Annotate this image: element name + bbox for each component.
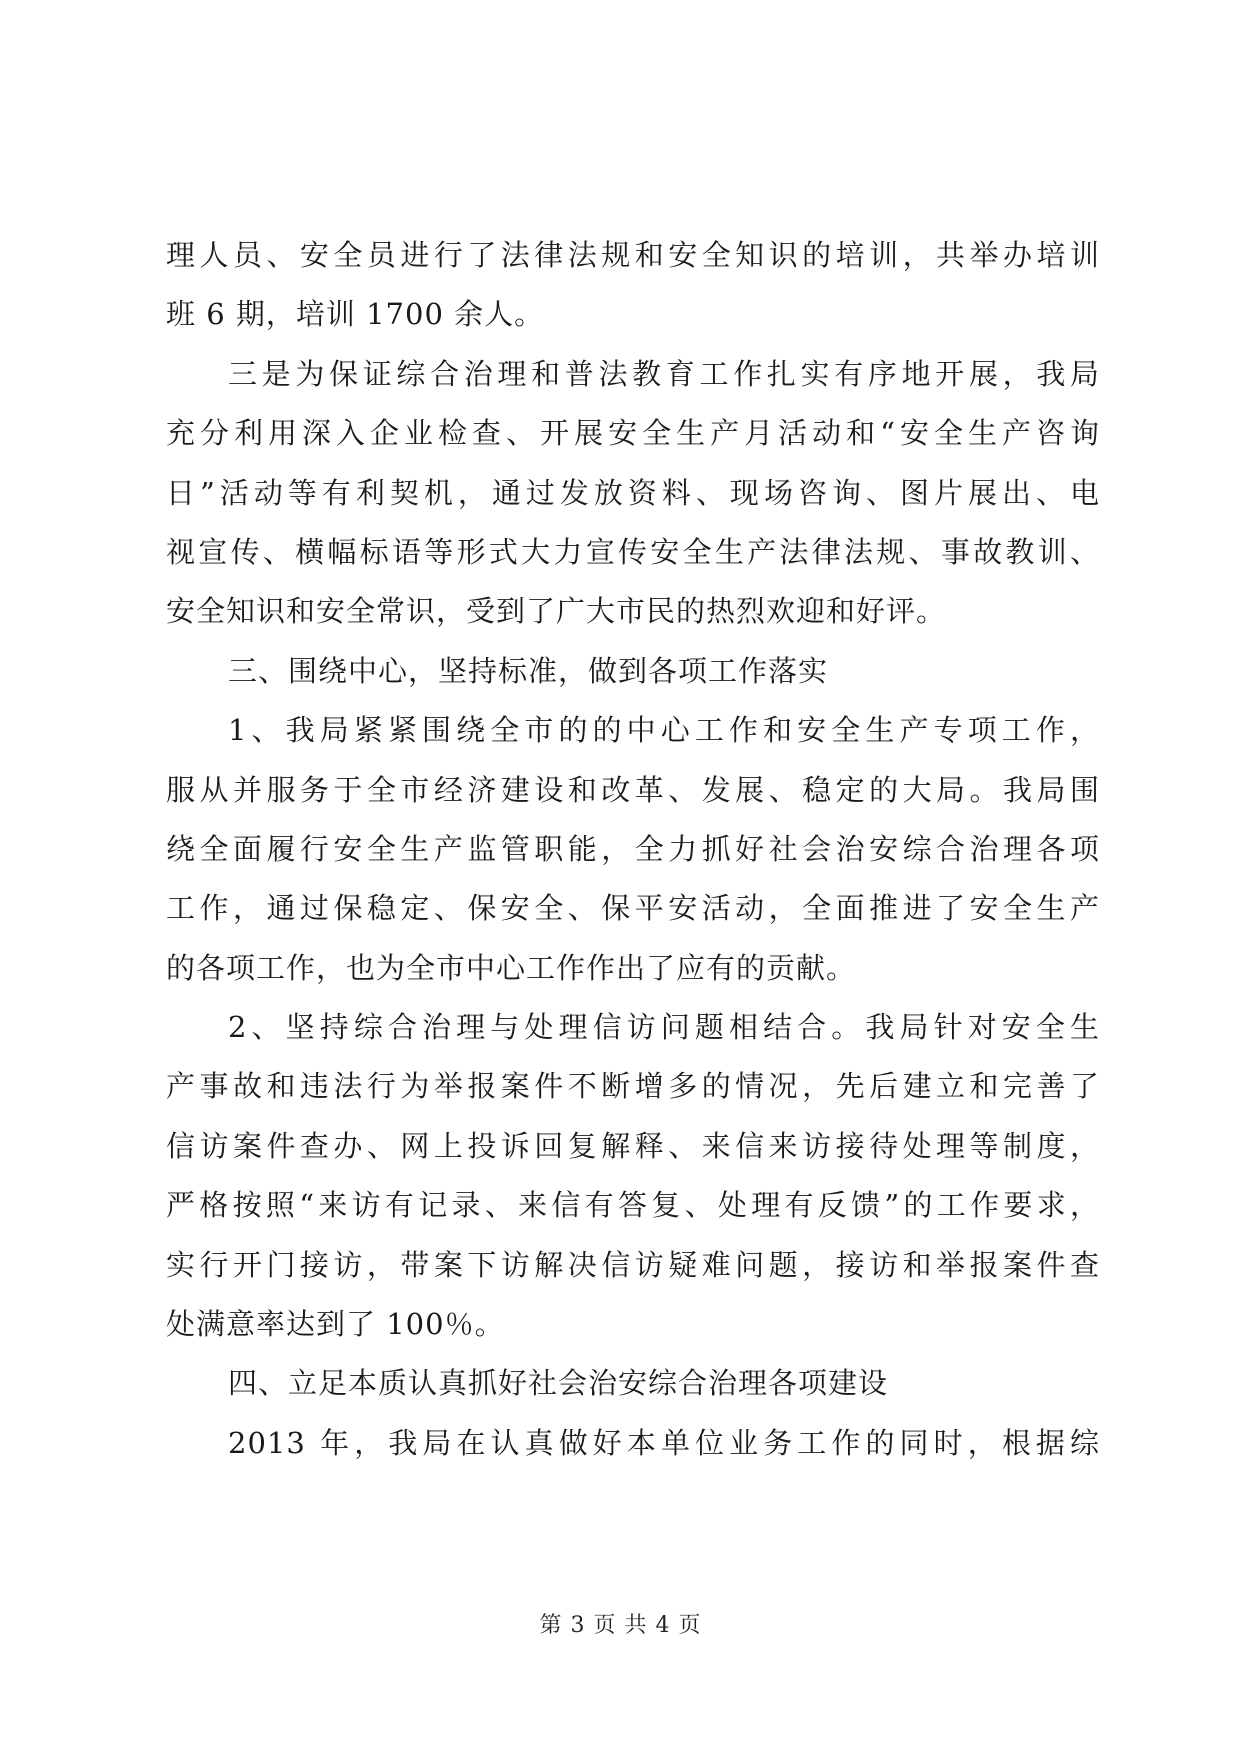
text-line-4: 充分利用深入企业检查、开展安全生产月活动和“安全生产咨询 bbox=[166, 416, 1100, 451]
text-line-19: 处满意率达到了 100％。 bbox=[166, 1307, 505, 1342]
text-line-2: 班 6 期，培训 1700 余人。 bbox=[166, 297, 545, 332]
page-number-footer: 第 3 页 共 4 页 bbox=[539, 1613, 702, 1638]
text-line-13: 的各项工作，也为全市中心工作作出了应有的贡献。 bbox=[166, 950, 857, 985]
text-line-14: 2、坚持综合治理与处理信访问题相结合。我局针对安全生 bbox=[228, 1010, 1100, 1045]
text-line-17: 严格按照“来访有记录、来信有答复、处理有反馈”的工作要求， bbox=[166, 1188, 1100, 1223]
text-line-21: 2013 年，我局在认真做好本单位业务工作的同时，根据综 bbox=[228, 1425, 1100, 1460]
text-line-10: 服从并服务于全市经济建设和改革、发展、稳定的大局。我局围 bbox=[166, 772, 1100, 807]
section-heading-4: 四、立足本质认真抓好社会治安综合治理各项建设 bbox=[228, 1366, 889, 1401]
text-line-1: 理人员、安全员进行了法律法规和安全知识的培训，共举办培训 bbox=[166, 238, 1100, 272]
text-line-7: 安全知识和安全常识，受到了广大市民的热烈欢迎和好评。 bbox=[166, 594, 947, 629]
text-line-9: 1、我局紧紧围绕全市的的中心工作和安全生产专项工作， bbox=[228, 713, 1100, 748]
text-line-5: 日”活动等有利契机，通过发放资料、现场咨询、图片展出、电 bbox=[166, 475, 1100, 510]
text-line-11: 绕全面履行安全生产监管职能，全力抓好社会治安综合治理各项 bbox=[166, 831, 1100, 866]
text-line-16: 信访案件查办、网上投诉回复解释、来信来访接待处理等制度， bbox=[166, 1128, 1100, 1163]
document-body bbox=[166, 226, 1100, 1473]
text-line-6: 视宣传、横幅标语等形式大力宣传安全生产法律法规、事故教训、 bbox=[166, 534, 1100, 569]
text-line-15: 产事故和违法行为举报案件不断增多的情况，先后建立和完善了 bbox=[166, 1069, 1100, 1104]
text-line-18: 实行开门接访，带案下访解决信访疑难问题，接访和举报案件查 bbox=[166, 1247, 1100, 1282]
text-line-3: 三是为保证综合治理和普法教育工作扎实有序地开展，我局 bbox=[228, 356, 1100, 391]
text-line-12: 工作，通过保稳定、保安全、保平安活动，全面推进了安全生产 bbox=[166, 891, 1100, 926]
section-heading-3: 三、围绕中心，坚持标准，做到各项工作落实 bbox=[228, 653, 829, 688]
